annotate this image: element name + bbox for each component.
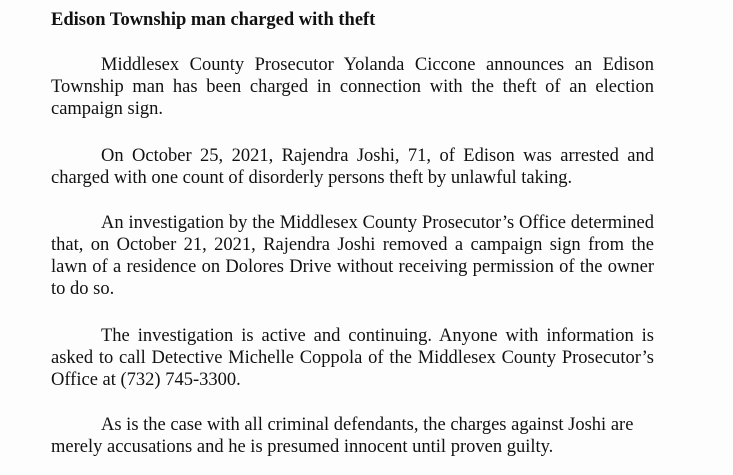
- headline: Edison Township man charged with theft: [51, 10, 376, 30]
- paragraph-disclaimer: As is the case with all criminal defendants, the charges against Joshi are merely accusations and he is presumed innocent until proven guilty.: [51, 415, 634, 457]
- paragraph-contact: The investigation is active and continuing. Anyone with information is asked to call Detective Michelle Coppola of the Middlesex County Prosecutor’s Office at (732) 745-3300.: [51, 326, 654, 390]
- paragraph-announcement: Middlesex County Prosecutor Yolanda Ciccone announces an Edison Township man has been charged in connection with the theft of an election campaign sign.: [51, 55, 654, 119]
- paragraph-arrest: On October 25, 2021, Rajendra Joshi, 71, of Edison was arrested and charged with one count of disorderly persons theft by unlawful taking.: [51, 146, 654, 188]
- paragraph-investigation: An investigation by the Middlesex County Prosecutor’s Office determined that, on October 21, 2021, Rajendra Joshi removed a campaign sign from the lawn of a residence on Dolores Drive without receiving permission of the owner to do so.: [51, 213, 654, 299]
